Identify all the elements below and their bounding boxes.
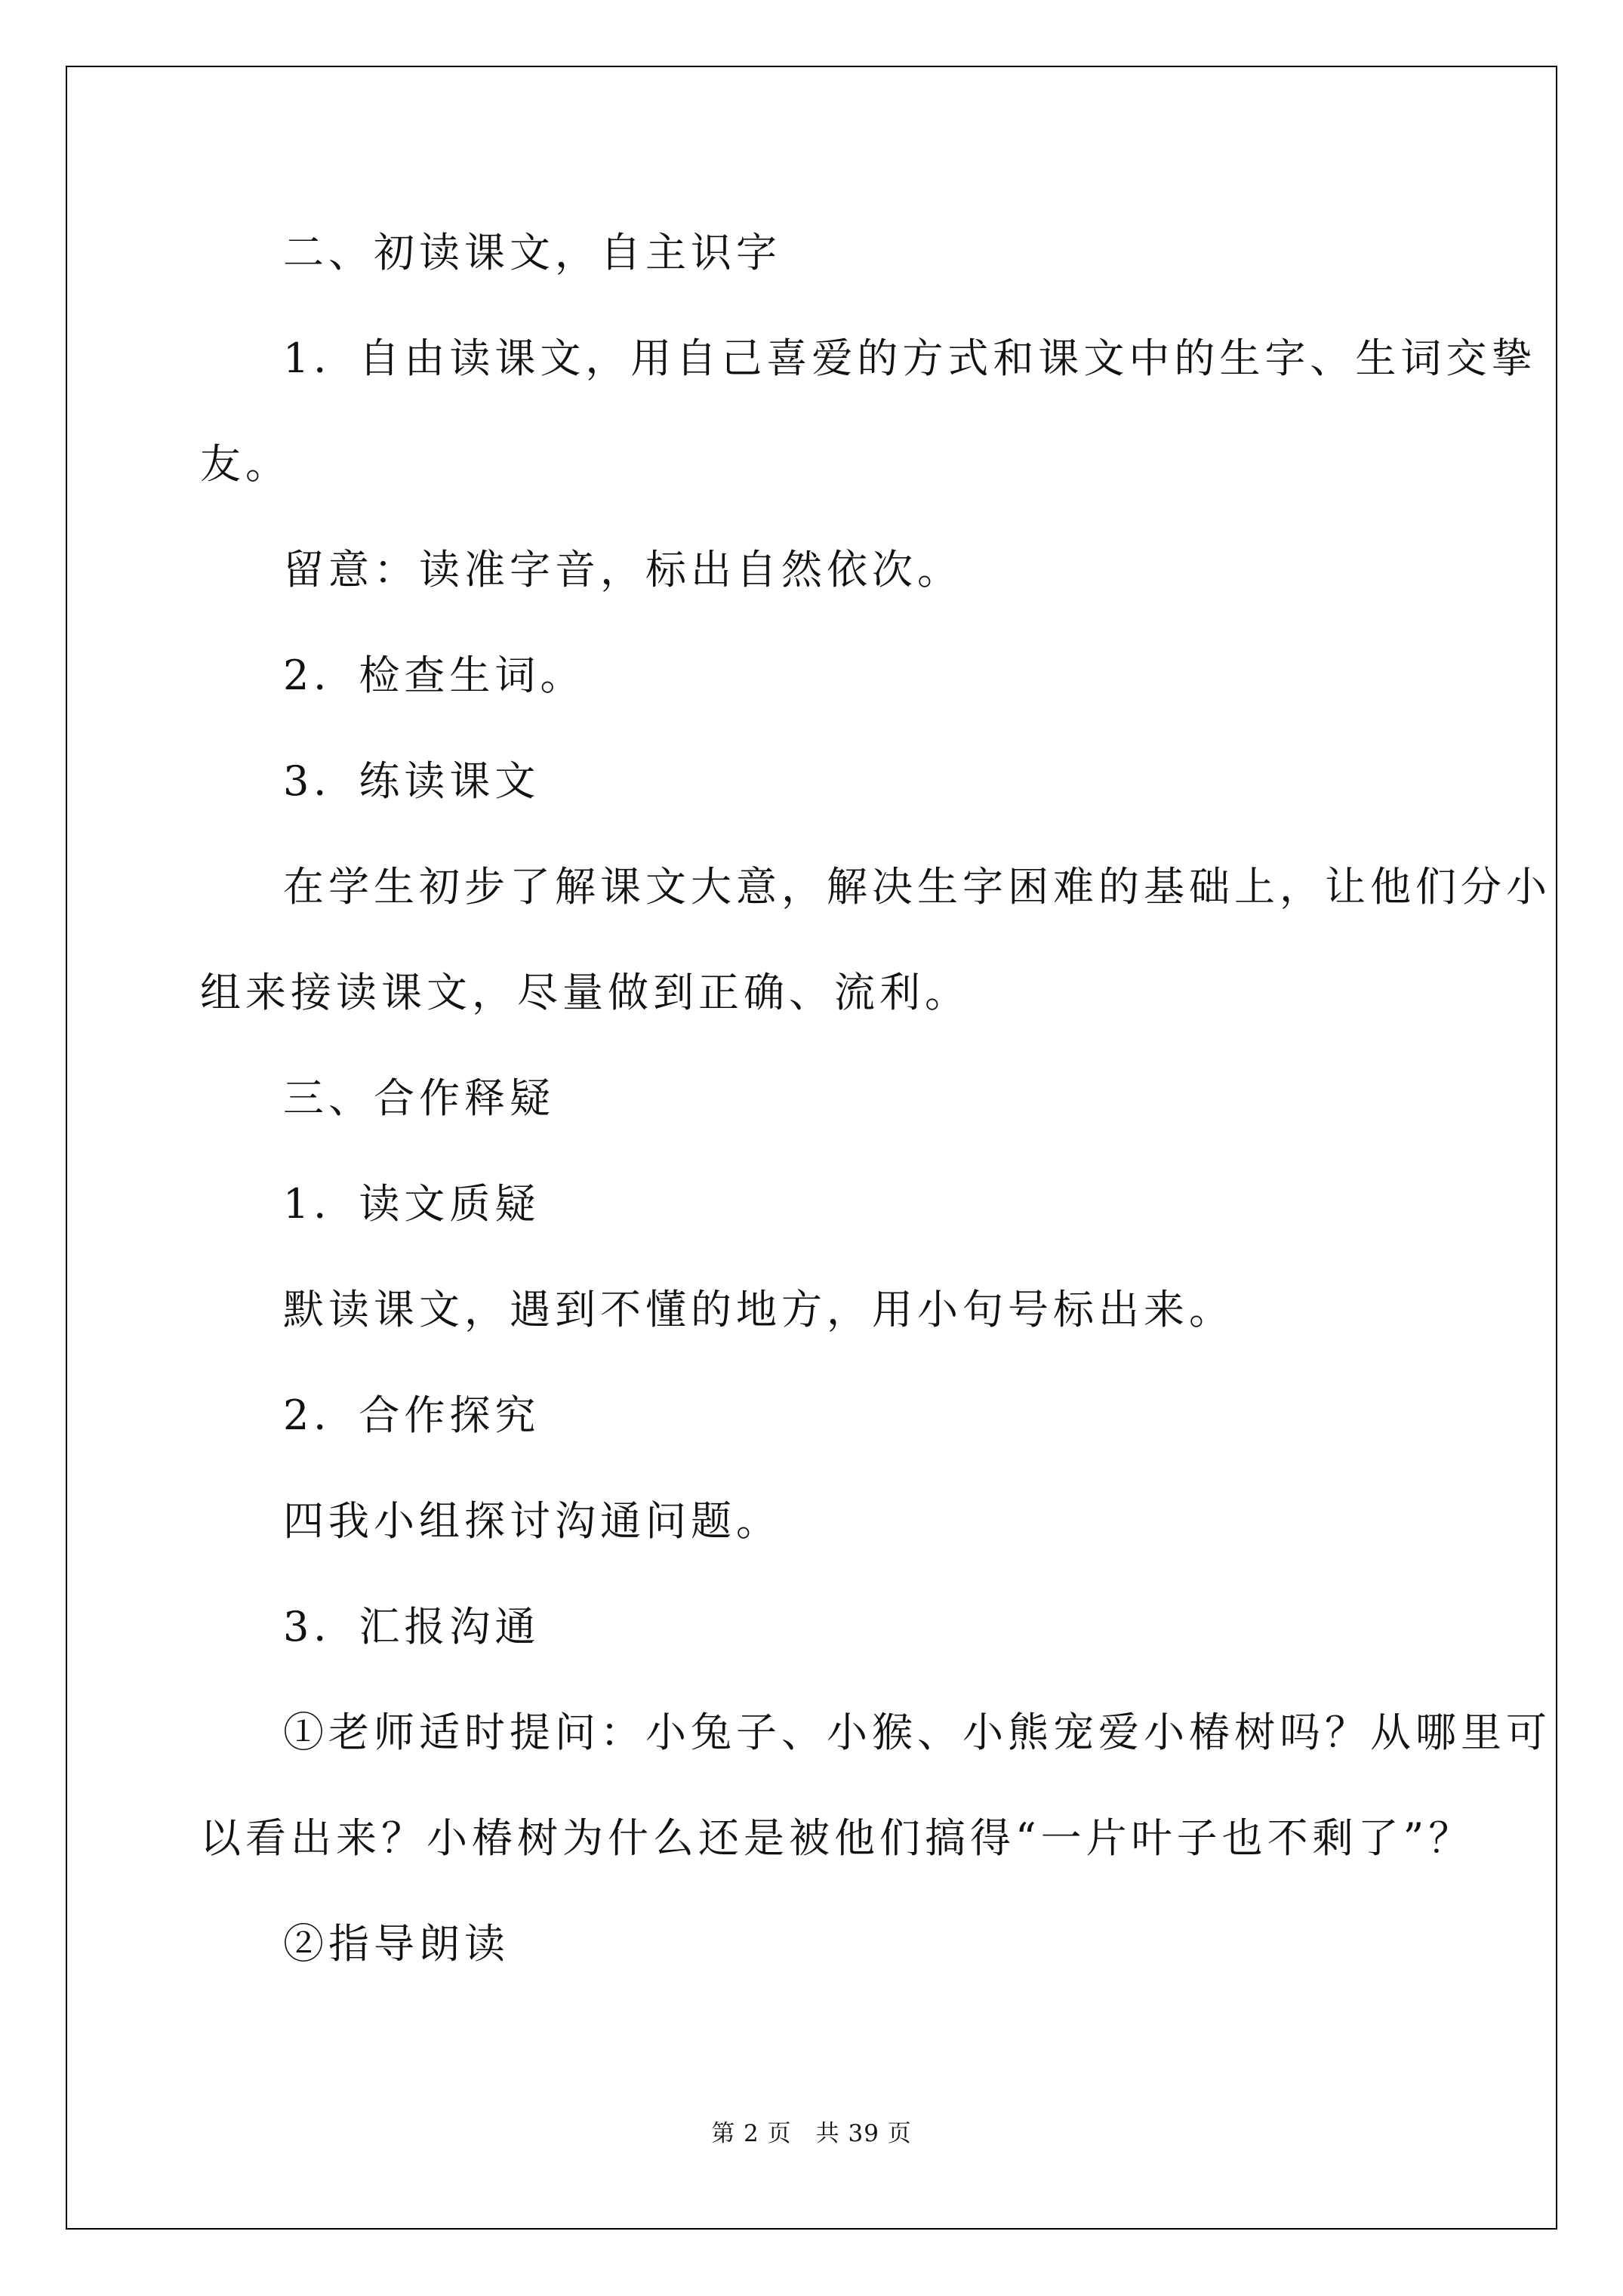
- paragraph: ②指导朗读: [283, 1920, 510, 1968]
- paragraph: 3．汇报沟通: [283, 1603, 540, 1650]
- paragraph: 留意：读准字音，标出自然依次。: [283, 546, 962, 593]
- page-number-footer: 第 2 页 共 39 页: [711, 2120, 912, 2147]
- paragraph: 三、合作释疑: [283, 1074, 555, 1122]
- page-border: [66, 66, 1557, 2230]
- paragraph: 1．自由读课文，用自己喜爱的方式和课文中的生字、生词交挚: [283, 334, 1537, 382]
- paragraph-continuation: 组来接读课文，尽量做到正确、流利。: [200, 969, 970, 1016]
- paragraph: 在学生初步了解课文大意，解决生字困难的基础上，让他们分小: [283, 863, 1551, 911]
- paragraph: 3．练读课文: [283, 757, 540, 805]
- paragraph: 1．读文质疑: [283, 1180, 540, 1228]
- paragraph: 四我小组探讨沟通问题。: [283, 1497, 781, 1545]
- paragraph-continuation: 以看出来？小椿树为什么还是被他们搞得“一片叶子也不剩了”？: [200, 1814, 1474, 1862]
- paragraph: ①老师适时提问：小兔子、小猴、小熊宠爱小椿树吗？从哪里可: [283, 1709, 1551, 1756]
- paragraph: 二、初读课文，自主识字: [283, 229, 781, 276]
- paragraph-continuation: 友。: [200, 440, 291, 488]
- paragraph: 2．合作探究: [283, 1391, 540, 1439]
- paragraph: 默读课文，遇到不懂的地方，用小句号标出来。: [283, 1286, 1234, 1333]
- paragraph: 2．检查生词。: [283, 652, 586, 699]
